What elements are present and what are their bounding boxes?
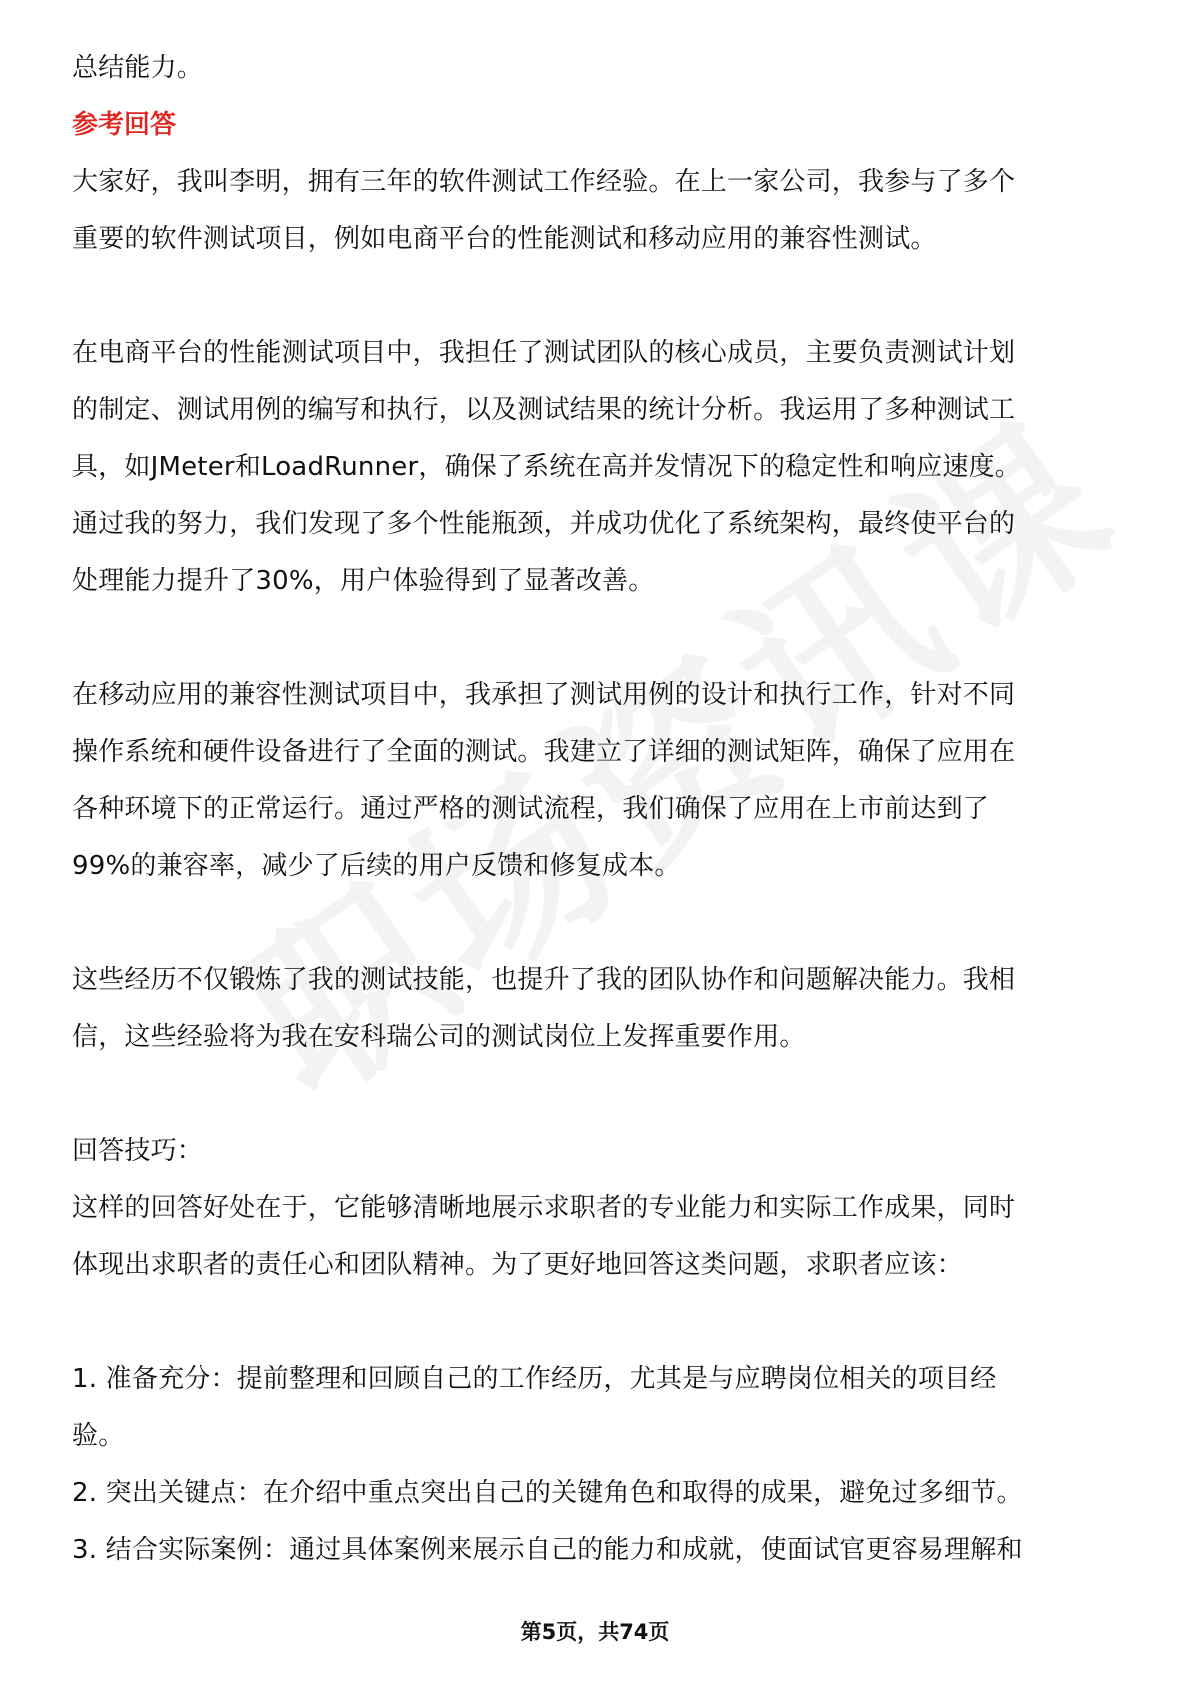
paragraph-line: 各种环境下的正常运行。通过严格的测试流程，我们确保了应用在上市前达到了 (72, 794, 990, 824)
paragraph-line: 操作系统和硬件设备进行了全面的测试。我建立了详细的测试矩阵，确保了应用在 (72, 737, 1016, 767)
paragraph-line: 通过我的努力，我们发现了多个性能瓶颈，并成功优化了系统架构，最终使平台的 (72, 509, 1016, 539)
paragraph-line: 重要的软件测试项目，例如电商平台的性能测试和移动应用的兼容性测试。 (72, 224, 937, 254)
answer-heading: 参考回答 (72, 110, 177, 140)
paragraph-1 (72, 154, 1122, 268)
paragraph-3 (72, 667, 1122, 895)
tips-intro (72, 1180, 1122, 1294)
list-item: 2. 突出关键点：在介绍中重点突出自己的关键角色和取得的成果，避免过多细节。 (72, 1478, 1023, 1508)
paragraph-gap (72, 895, 1122, 952)
paragraph-line: 体现出求职者的责任心和团队精神。为了更好地回答这类问题，求职者应该： (72, 1250, 963, 1280)
page-content (72, 40, 1122, 1579)
paragraph-line: 具，如JMeter和LoadRunner，确保了系统在高并发情况下的稳定性和响应速度。 (72, 452, 1021, 482)
paragraph-gap (72, 610, 1122, 667)
paragraph-line: 这些经历不仅锻炼了我的测试技能，也提升了我的团队协作和问题解决能力。我相 (72, 965, 1016, 995)
tips-list (72, 1351, 1122, 1579)
paragraph-gap (72, 1294, 1122, 1351)
paragraph-line: 信，这些经验将为我在安科瑞公司的测试岗位上发挥重要作用。 (72, 1022, 806, 1052)
paragraph-line: 在电商平台的性能测试项目中，我担任了测试团队的核心成员，主要负责测试计划 (72, 338, 1016, 368)
list-item: 3. 结合实际案例：通过具体案例来展示自己的能力和成就，使面试官更容易理解和 (72, 1535, 1023, 1565)
paragraph-line: 99%的兼容率，减少了后续的用户反馈和修复成本。 (72, 851, 681, 881)
page-number-footer: 第5页，共74页 (520, 1620, 670, 1644)
tips-heading: 回答技巧： (72, 1136, 204, 1166)
paragraph-line: 在移动应用的兼容性测试项目中，我承担了测试用例的设计和执行工作，针对不同 (72, 680, 1016, 710)
paragraph-line: 处理能力提升了30%，用户体验得到了显著改善。 (72, 566, 655, 596)
paragraph-line: 的制定、测试用例的编写和执行，以及测试结果的统计分析。我运用了多种测试工 (72, 395, 1016, 425)
list-item: 验。 (72, 1421, 125, 1451)
paragraph-4 (72, 952, 1122, 1066)
paragraph-gap (72, 1066, 1122, 1123)
paragraph-line: 大家好，我叫李明，拥有三年的软件测试工作经验。在上一家公司，我参与了多个 (72, 167, 1016, 197)
paragraph-line: 这样的回答好处在于，它能够清晰地展示求职者的专业能力和实际工作成果，同时 (72, 1193, 1016, 1223)
intro-tail-text: 总结能力。 (72, 53, 204, 83)
paragraph-2 (72, 325, 1122, 610)
list-item: 1. 准备充分：提前整理和回顾自己的工作经历，尤其是与应聘岗位相关的项目经 (72, 1364, 997, 1394)
paragraph-gap (72, 268, 1122, 325)
